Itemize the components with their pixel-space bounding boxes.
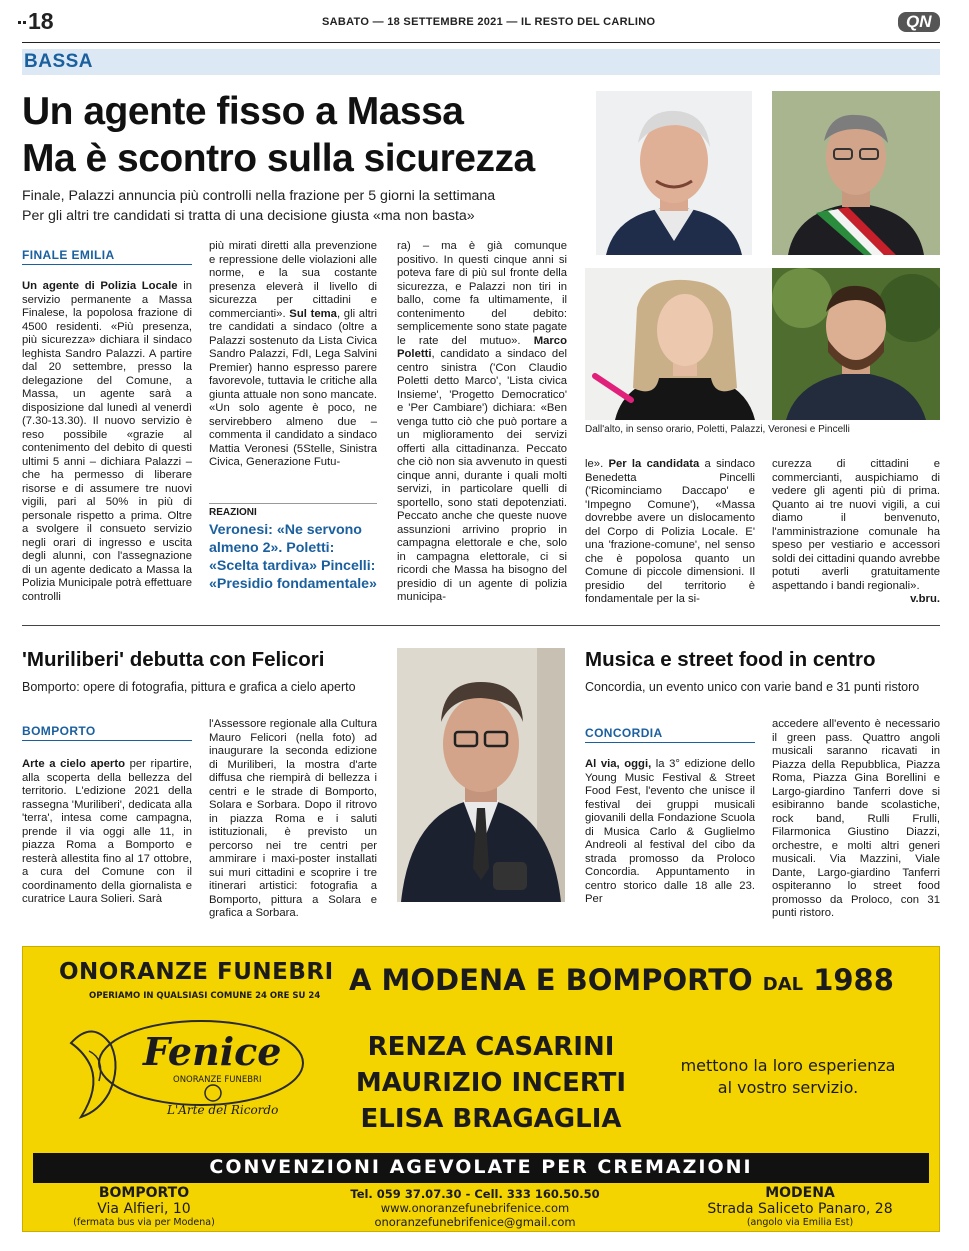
ad-tagline: [671, 1055, 905, 1099]
ad-name-3: ELISA BRAGAGLIA: [360, 1104, 622, 1134]
ad-left-street: Via Alfieri, 10: [97, 1201, 191, 1217]
ad-headline: [349, 963, 894, 997]
body-text: , candidato a sindaco del centro sinistra ('Con Claudio Poletti detto Marco', 'Lista civica Insieme', 'Progetto Democratico' e 'Per Cambiare') dichiara: «Ben venga tutto ciò che può portare a un miglioramento dei servizi offerti alla cittadinanza. Peccato che ciò non sia avvenuto in questi cinque anni, durante i quali molti servizi, in particolare quelli di sportello, sono stati depotenziati. Peccato anche che queste nuove assunzioni arrivino proprio in campagna elettorale e che, solo in campagna elettorale, ci si ricordi che Massa ha bisogno del presidio di un agente di polizia municipa-: [397, 348, 567, 603]
article1-column-5: [772, 458, 940, 607]
ad-website: www.onoranzefunebrifenice.com: [380, 1201, 570, 1215]
ad-left-address: [59, 1185, 229, 1228]
portrait-illustration: [772, 91, 940, 255]
logo-motto: L'Arte del Ricordo: [167, 1103, 279, 1117]
headline: [22, 88, 582, 182]
page-number: [18, 8, 54, 35]
body-text: accedere all'evento è necessario il green pass. Quattro angoli musicali saranno ricavati in Piazza della Repubblica, Piazza Roma, Piazza Gina Borellini e Largo-giardino Tanferri dove si esibiranno bande scolastiche, rock band, Rulli Frulli, Filarmonica Giustino Diazzi, orchestre, e molti altri generi musicali. Via Mazzini, Viale Dante, Largo-giardino Tanferri ospiteranno lo street food promosso da Proloco, con 31 punti ristoro.: [772, 718, 940, 919]
section-title: BASSA: [24, 51, 94, 72]
portrait-illustration: [585, 268, 779, 420]
photo-pincelli: [585, 268, 779, 420]
body-text: a sindaco Benedetta Pincelli ('Ricominciamo Daccapo' e 'Impegno Comune'), «Massa dovrebbe avere un dislocamento del Corpo di Polizia Locale. E' una 'frazione-comune', nel senso che è popolosa quanto un Comune di piccole dimensioni. Il presidio del territorio è fondamentale per la si-: [585, 458, 756, 605]
body-text: l'Assessore regionale alla Cultura Mauro Felicori (nella foto) ad inaugurare la seconda edizione di Muriliberi, la mostra d'arte diffusa che riempirà di bellezza i centri e le strade di Bomporto, Solara e Sorbara. Dopo il ritrovo in piazza Roma e i saluti istituzionali, è previsto un percorso nei tre centri per ammirare i maxi-poster installati sui muri cittadini e scoprire i tre itinerari artistici: fotografia a Bomporto, pittura a Solara e grafica a Sorbara.: [209, 718, 377, 919]
ad-right-note: (angolo via Emilia Est): [746, 1217, 854, 1228]
lead-in: Un agente di Polizia Locale: [22, 280, 178, 292]
ad-contacts: [315, 1187, 635, 1229]
ad-right-address: [695, 1185, 905, 1228]
reactions-box: [209, 503, 377, 593]
subheadline: [22, 186, 582, 226]
article3-title: Musica e street food in centro: [585, 648, 876, 671]
ad-left-city: BOMPORTO: [98, 1185, 190, 1201]
ad-headline-year: 1988: [813, 963, 894, 997]
section-bar: [22, 49, 940, 75]
ad-left-note: (fermata bus via per Modena): [73, 1217, 215, 1228]
ad-headline-main: A MODENA E BOMPORTO: [349, 963, 753, 997]
article1-column-1: [22, 280, 192, 604]
ad-email: onoranzefunebrifenice@gmail.com: [374, 1215, 576, 1229]
article3-column-2: [772, 718, 940, 921]
ad-names: [341, 1029, 641, 1137]
funeral-ad: [22, 946, 940, 1232]
ad-name-2: MAURIZIO INCERTI: [355, 1068, 627, 1098]
headline-line-2: Ma è scontro sulla sicurezza: [22, 137, 535, 180]
article2-column-1: [22, 758, 192, 907]
signature: v.bru.: [910, 593, 940, 605]
fenice-logo: [59, 1011, 309, 1129]
ad-brand-sub: OPERIAMO IN QUALSIASI COMUNE 24 ORE SU 24: [89, 991, 321, 1001]
lead-in: Sul tema: [289, 307, 337, 320]
ad-name-1: RENZA CASARINI: [367, 1032, 615, 1062]
body-text: più mirati diretti alla prevenzione e repressione delle violazioni alle norme, e la sua costante presenza eleverà il livello di sicurezza per cittadini e commercianti».: [209, 240, 377, 320]
headline-line-1: Un agente fisso a Massa: [22, 90, 464, 133]
date-line: SABATO — 18 SETTEMBRE 2021 — IL RESTO DEL CARLINO: [322, 16, 656, 28]
body-text: curezza di cittadini e commercianti, auspichiamo di vedere gli agenti più di prima. Quanto ai tre nuovi vigili, a cui diamo il benvenuto, l'amministrazione comunale ha speso per vestiario e accessori soldi dei cittadini quando avrebbe potuti averli gratuitamente aspettando i bandi regionali».: [772, 458, 940, 592]
article2-column-2: [209, 718, 377, 921]
photo-caption: Dall'alto, in senso orario, Poletti, Palazzi, Veronesi e Pincelli: [585, 424, 850, 435]
article1-column-3: [397, 240, 567, 605]
reactions-label: REAZIONI: [209, 503, 377, 518]
lead-in: Arte a cielo aperto: [22, 758, 125, 770]
lead-in: Per la candidata: [608, 458, 700, 470]
photo-felicori: [397, 648, 565, 902]
subheadline-line-1: Finale, Palazzi annuncia più controlli nella frazione per 5 giorni la settimana: [22, 188, 496, 204]
ad-right-street: Strada Saliceto Panaro, 28: [707, 1201, 893, 1217]
logo-sub: ONORANZE FUNEBRI: [173, 1075, 262, 1085]
kicker-bomporto: BOMPORTO: [22, 724, 192, 741]
ad-tagline-2: al vostro servizio.: [717, 1078, 859, 1097]
article2-subtitle: Bomporto: opere di fotografia, pittura e grafica a cielo aperto: [22, 680, 356, 694]
article3-subtitle: Concordia, un evento unico con varie band e 31 punti ristoro: [585, 680, 920, 694]
ad-headline-dal: DAL: [762, 974, 804, 995]
photo-palazzi: [772, 91, 940, 255]
body-text: le».: [585, 458, 604, 470]
lead-in: Marco Poletti: [397, 334, 567, 360]
body-text: la 3° edizione dello Young Music Festival & Street Food Fest, l'evento che unisce il festival dei gruppi musicali giovanili della Fondazione Scuola di Musica Carlo & Guglielmo Andreoli al festival del cibo da strada promosso da Proloco Concordia. Appuntamento in centro storico dalle 18 alle 23. Per: [585, 758, 755, 905]
reactions-quote: Veronesi: «Ne servono almeno 2». Poletti: «Scelta tardiva» Pincelli: «Presidio fondamentale»: [209, 522, 377, 592]
body-text: in servizio permanente a Massa Finalese, la popolosa frazione di 4500 residenti. «Più presenza, più sicurezza» dichiara il sindaco leghista Sandro Palazzi. A partire dal 20 settembre, presso la delegazione del Comune, a Massa, un agente sarà a disposizione dal lunedì al venerdì (7.30-13.30). Il nuovo servizio è reso possibile «grazie al contenimento del debito di questi ultimi 5 anni – dichiara Palazzi – che ha permesso di liberare risorse e di assumere tre nuovi vigili, pari al 50% in più di personale rispetto a prima. Oltre a svolgere il consueto servizio negli orari di ingresso e uscita degli alunni, con l'assegnazione di un agente dedicato a Massa la Polizia Municipale potrà effettuare controlli: [22, 280, 192, 603]
subheadline-line-2: Per gli altri tre candidati si tratta di una decisione giusta «ma non basta»: [22, 208, 475, 224]
logo-name: Fenice: [143, 1029, 282, 1074]
article1-column-2: [209, 240, 377, 470]
ad-phone: Tel. 059 37.07.30 - Cell. 333 160.50.50: [350, 1187, 600, 1201]
lead-in: Al via, oggi,: [585, 758, 652, 770]
photo-veronesi: [772, 268, 940, 420]
article1-column-4: [585, 458, 755, 607]
body-text: ra) – ma è già comunque positivo. In questi cinque anni si poteva fare di più sul fronte della sicurezza, e Palazzi non tiri in ballo, come fa ultimamente, il contenimento del debito: semplicemente sono state pagate le rate del mutuo».: [397, 240, 567, 347]
kicker-finale-emilia: FINALE EMILIA: [22, 248, 192, 265]
portrait-illustration: [596, 91, 752, 255]
body-text: , gli altri tre candidati a sindaco (oltre a Palazzi sostenuto da Lista Civica Sandro Palazzi, FdI, Lega Salvini Premier) hanno espresso parere favorevole, tuttavia le critiche alla giunta attuale non sono mancate. «Un solo agente è poco, ne servirebbero almeno due – commenta il candidato a sindaco Mattia Veronesi (5Stelle, Sinistra Civica, Generazione Futu-: [209, 307, 377, 468]
ad-brand-title: ONORANZE FUNEBRI: [59, 959, 334, 985]
qn-logo: QN: [898, 12, 940, 32]
photo-poletti: [596, 91, 752, 255]
ad-tagline-1: mettono la loro esperienza: [680, 1056, 896, 1075]
body-text: per ripartire, alla scoperta della bellezza del territorio. L'edizione 2021 della rassegna 'Muriliberi', dedicata alla 'terra', intesa come campagna, prende il via oggi alle 11, in piazza Roma a Bomporto e resterà allestita fino al 17 ottobre, a cura del Comune con il coordinamento della giornalista e curatrice Laura Solieri. Sarà: [22, 758, 192, 905]
portrait-illustration: [772, 268, 940, 420]
portrait-illustration: [397, 648, 565, 902]
article3-column-1: [585, 758, 755, 907]
page-number-value: 18: [28, 8, 54, 34]
kicker-concordia: CONCORDIA: [585, 726, 755, 743]
ad-right-city: MODENA: [765, 1185, 835, 1201]
ad-banner-text: CONVENZIONI AGEVOLATE PER CREMAZIONI: [209, 1156, 753, 1178]
article2-title: 'Muriliberi' debutta con Felicori: [22, 648, 325, 671]
